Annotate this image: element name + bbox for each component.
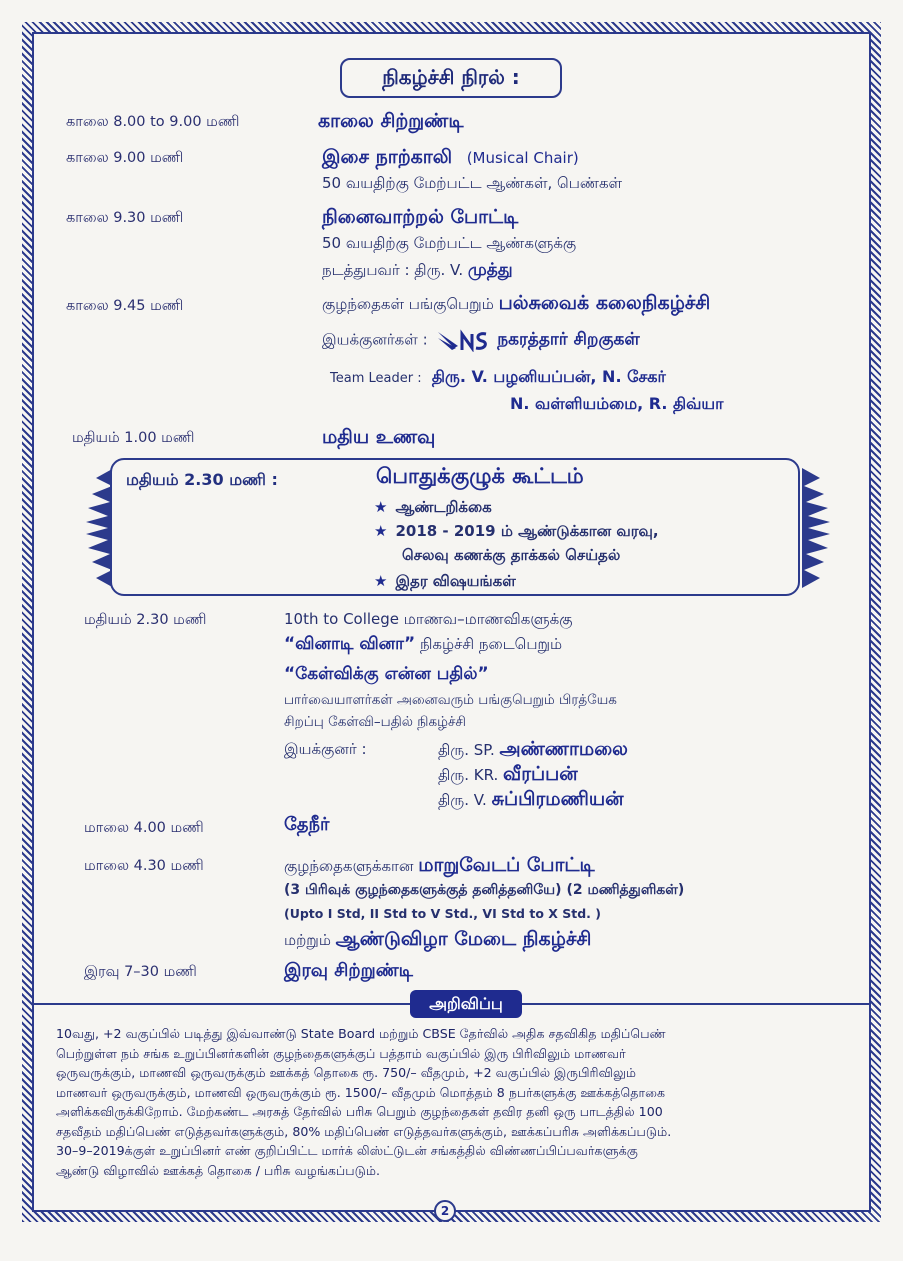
host-label: நடத்துபவர் : திரு. V.	[322, 261, 464, 279]
event-musical-chair-ta: இசை நாற்காலி	[322, 146, 453, 168]
host-memory-contest	[322, 260, 513, 282]
star-icon: ★	[374, 498, 388, 516]
time-cultural: காலை 9.45 மணி	[66, 298, 184, 314]
event-cultural	[322, 292, 710, 317]
event-memory-contest: நினைவாற்றல் போட்டி	[322, 206, 519, 228]
costume-line2: (3 பிரிவுக் குழந்தைகளுக்குத் தனித்தனியே) (2 மணித்துளிகள்)	[284, 882, 685, 898]
meeting-item-2: ★ 2018 - 2019 ம் ஆண்டுக்கான வரவு,	[374, 522, 659, 540]
costume-title: மாறுவேடப் போட்டி	[418, 854, 595, 876]
cultural-directors	[322, 328, 640, 352]
notice-line: மாணவர் ஒருவருக்கும், மாணவி ஒருவருக்கும் ரூ. 1500/– வீதமும் மொத்தம் 8 நபர்களுக்கு ஊக்கத்தொகை	[56, 1084, 666, 1100]
detail-memory-contest: 50 வயதிற்கு மேற்பட்ட ஆண்களுக்கு	[322, 234, 577, 252]
star-icon: ★	[374, 522, 388, 540]
cultural-title: பல்சுவைக் கலைநிகழ்ச்சி	[498, 292, 711, 314]
notice-line: 30–9–2019க்குள் உறுப்பினர் எண் குறிப்பிட்ட மார்க் லிஸ்ட்டுடன் சங்கத்தில் விண்ணப்பிப்பவர்களுக்கு	[56, 1143, 638, 1158]
starburst-right-icon	[800, 468, 890, 588]
quiz-line2	[284, 634, 562, 656]
quiz-line5: சிறப்பு கேள்வி–பதில் நிகழ்ச்சி	[284, 714, 466, 730]
directors-label: இயக்குனர்கள் :	[322, 330, 428, 349]
quiz-title: “வினாடி வினா”	[284, 634, 416, 654]
notice-line: 10வது, +2 வகுப்பில் படித்து இவ்வாண்டு State Board மற்றும் CBSE தேர்வில் அதிக சதவிகித மதிப்பெண்	[56, 1026, 666, 1041]
page-title: நிகழ்ச்சி நிரல் :	[340, 58, 562, 98]
notice-line: ஒருவருக்கும், மாணவி ஒருவருக்கும் ஊக்கத் தொகை ரூ. 750/– வீதமும், +2 வகுப்பில் இருபிரிவிலும்	[56, 1065, 637, 1080]
meeting-item-3: ★ இதர விஷயங்கள்	[374, 572, 516, 590]
quiz-director-2: திரு. KR. வீரப்பன்	[438, 763, 578, 785]
annual-stage-event: ஆண்டுவிழா மேடை நிகழ்ச்சி	[335, 928, 592, 950]
costume-line4: மற்றும் ஆண்டுவிழா மேடை நிகழ்ச்சி	[284, 928, 592, 950]
host-name: முத்து	[467, 260, 513, 280]
quiz-director-1: திரு. SP. அண்ணாமலை	[438, 738, 628, 760]
quiz-line3: “கேள்விக்கு என்ன பதில்”	[284, 664, 489, 684]
event-musical-chair	[322, 146, 579, 171]
detail-musical-chair: 50 வயதிற்கு மேற்பட்ட ஆண்கள், பெண்கள்	[322, 174, 623, 192]
star-icon: ★	[374, 572, 388, 590]
notice-body	[56, 1024, 846, 1180]
meeting-title: பொதுக்குழுக் கூட்டம்	[376, 464, 584, 488]
time-dinner: இரவு 7–30 மணி	[84, 964, 197, 980]
time-costume: மாலை 4.30 மணி	[84, 858, 204, 874]
time-memory-contest: காலை 9.30 மணி	[66, 210, 184, 226]
time-lunch: மதியம் 1.00 மணி	[72, 430, 195, 446]
notice-line: ஆண்டு விழாவில் ஊக்கத் தொகை / பரிசு வழங்கப்படும்.	[56, 1162, 381, 1178]
time-breakfast: காலை 8.00 to 9.00 மணி	[66, 114, 240, 130]
meeting-item-1: ★ ஆண்டறிக்கை	[374, 498, 492, 516]
team-line1: திரு. V. பழனியப்பன், N. சேகர்	[431, 367, 666, 386]
event-breakfast: காலை சிற்றுண்டி	[318, 110, 464, 132]
notice-line: பெற்றுள்ள நம் சங்க உறுப்பினர்களின் குழந்தைகளுக்குப் பத்தாம் வகுப்பில் இரு பிரிவிலும் மாணவர்	[56, 1045, 626, 1061]
cultural-prefix: குழந்தைகள் பங்குபெறும்	[322, 295, 494, 313]
time-musical-chair: காலை 9.00 மணி	[66, 150, 184, 166]
quiz-director-3: திரு. V. சுப்பிரமணியன்	[438, 788, 624, 810]
directors-group: நகரத்தார் சிறகுகள்	[497, 329, 640, 350]
event-tea: தேநீர்	[284, 814, 330, 835]
team-label: Team Leader :	[330, 371, 422, 386]
quiz-line4: பார்வையாளர்கள் அனைவரும் பங்குபெறும் பிரத்யேக	[284, 692, 617, 708]
costume-line3: (Upto I Std, II Std to V Std., VI Std to X Std. )	[284, 906, 601, 921]
notice-line: சதவீதம் மதிப்பெண் எடுத்தவர்களுக்கும், 80% மதிப்பெண் எடுத்தவர்களுக்கும், ஊக்கப்பரிசு அளிக்கப்படும்.	[56, 1123, 672, 1139]
starburst-left-icon	[26, 468, 116, 588]
quiz-line2-rest: நிகழ்ச்சி நடைபெறும்	[420, 635, 563, 653]
notice-line: அளிக்கவிருக்கிறோம். மேற்கண்ட அரசுத் தேர்வில் பரிசு பெறும் குழந்தைகள் தவிர தனி ஒரு பாடத்தில் 100	[56, 1104, 663, 1119]
event-lunch: மதிய உணவு	[322, 426, 436, 448]
time-tea: மாலை 4.00 மணி	[84, 820, 204, 836]
notice-title: அறிவிப்பு	[410, 990, 522, 1018]
team-line2: N. வள்ளியம்மை, R. திவ்யா	[510, 394, 724, 413]
event-musical-chair-en: (Musical Chair)	[466, 149, 579, 167]
sirakugal-logo-icon	[436, 328, 488, 352]
team-leaders	[330, 367, 666, 388]
time-quiz: மதியம் 2.30 மணி	[84, 612, 207, 628]
costume-line1: குழந்தைகளுக்கான மாறுவேடப் போட்டி	[284, 854, 595, 876]
meeting-item-2-cont: செலவு கணக்கு தாக்கல் செய்தல்	[402, 546, 621, 564]
meeting-time: மதியம் 2.30 மணி :	[126, 470, 278, 489]
page-number: 2	[434, 1200, 456, 1222]
quiz-director-label: இயக்குனர் :	[284, 740, 367, 758]
quiz-line1: 10th to College மாணவ–மாணவிகளுக்கு	[284, 610, 573, 628]
event-dinner: இரவு சிற்றுண்டி	[284, 960, 413, 981]
